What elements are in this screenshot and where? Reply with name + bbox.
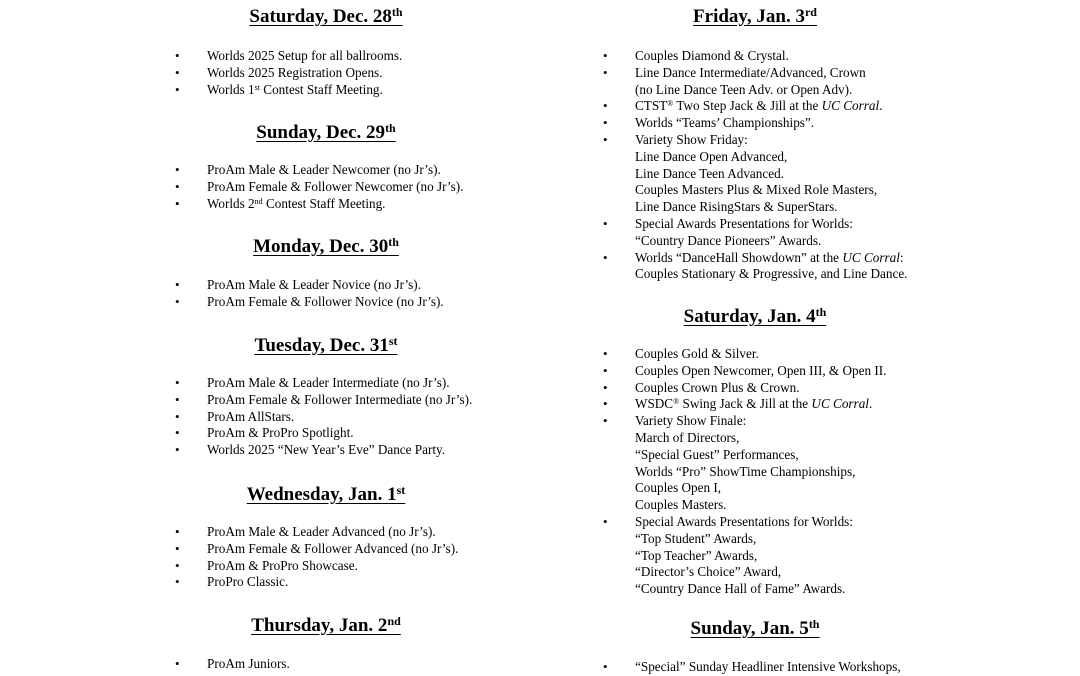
day-heading-thursday-jan-2: Thursday, Jan. 2nd (251, 614, 401, 636)
event-item: • Special Awards Presentations for Worlds: “Top Student” Awards, “Top Teacher” Awards, “Director’s Choice” Award, “Country Dance Hall of Fame” Awards. (603, 513, 853, 597)
event-list-monday-dec-30 (175, 277, 444, 311)
event-item: • Worlds “DanceHall Showdown” at the UC Corral: Couples Stationary & Progressive, and Line Dance. (603, 249, 908, 282)
event-item: • Worlds 1st Contest Staff Meeting. (175, 81, 383, 97)
day-heading-sunday-dec-29: Sunday, Dec. 29th (256, 121, 396, 143)
event-list-saturday-dec-28 (175, 48, 403, 98)
event-item: • ProAm AllStars. (175, 408, 295, 424)
event-list-tuesday-dec-31 (175, 375, 473, 459)
day-heading-tuesday-dec-31: Tuesday, Dec. 31st (254, 334, 398, 356)
event-item: • ProPro Classic. (175, 574, 289, 590)
event-item: • “Special” Sunday Headliner Intensive Workshops, (603, 659, 901, 674)
event-item: • ProAm Juniors. (175, 656, 290, 671)
event-item: • ProAm Female & Follower Novice (no Jr’s). (175, 293, 444, 309)
event-item: • Couples Diamond & Crystal. (603, 48, 789, 63)
event-item: • CTST® Two Step Jack & Jill at the UC Corral. (603, 98, 883, 114)
day-heading-wednesday-jan-1: Wednesday, Jan. 1st (246, 483, 406, 505)
event-list-friday-jan-3 (603, 48, 908, 283)
event-item: • Worlds 2025 “New Year’s Eve” Dance Party. (175, 442, 446, 458)
event-item: • ProAm & ProPro Spotlight. (175, 425, 354, 441)
event-item: • Worlds 2025 Registration Opens. (175, 64, 383, 80)
event-list-sunday-dec-29 (175, 162, 464, 212)
event-list-saturday-jan-4 (603, 346, 887, 598)
event-item: • Worlds 2nd Contest Staff Meeting. (175, 195, 386, 211)
event-item: • Variety Show Finale: March of Directors, “Special Guest” Performances, Worlds “Pro” ShowTime Championships, Couples Open I, Couples Masters. (603, 413, 856, 513)
event-item: • Worlds 2025 Setup for all ballrooms. (175, 48, 403, 63)
event-list-sunday-jan-5 (603, 659, 901, 676)
event-item: • Couples Gold & Silver. (603, 346, 759, 361)
event-item: • ProAm Male & Leader Advanced (no Jr’s). (175, 524, 436, 539)
event-item: • ProAm & ProPro Showcase. (175, 557, 358, 573)
event-item: • Couples Crown Plus & Crown. (603, 379, 800, 395)
day-heading-sunday-jan-5: Sunday, Jan. 5th (690, 617, 820, 639)
event-item: • ProAm Male & Leader Novice (no Jr’s). (175, 277, 421, 292)
event-item: • WSDC® Swing Jack & Jill at the UC Corral. (603, 396, 873, 412)
event-item: • ProAm Male & Leader Newcomer (no Jr’s). (175, 162, 441, 177)
event-item: • ProAm Female & Follower Newcomer (no Jr’s). (175, 178, 464, 194)
event-item: • Line Dance Intermediate/Advanced, Crown (no Line Dance Teen Adv. or Open Adv). (603, 64, 866, 97)
day-heading-friday-jan-3: Friday, Jan. 3rd (693, 5, 817, 27)
event-item: • Worlds “Teams’ Championships”. (603, 115, 815, 131)
event-item: • Couples Open Newcomer, Open III, & Open II. (603, 362, 887, 378)
event-item: • Special Awards Presentations for Worlds: “Country Dance Pioneers” Awards. (603, 215, 853, 248)
day-heading-monday-dec-30: Monday, Dec. 30th (253, 235, 399, 257)
event-item: • ProAm Female & Follower Advanced (no Jr’s). (175, 540, 459, 556)
event-list-wednesday-jan-1 (175, 524, 459, 591)
event-item: • Variety Show Friday: Line Dance Open Advanced, Line Dance Teen Advanced. Couples Masters Plus & Mixed Role Masters, Line Dance RisingStars & SuperStars. (603, 131, 878, 215)
event-list-thursday-jan-2 (175, 656, 290, 673)
event-item: • ProAm Female & Follower Intermediate (no Jr’s). (175, 391, 473, 407)
day-heading-saturday-jan-4: Saturday, Jan. 4th (683, 305, 827, 327)
event-item: • ProAm Male & Leader Intermediate (no Jr’s). (175, 375, 450, 390)
day-heading-saturday-dec-28: Saturday, Dec. 28th (249, 5, 403, 27)
